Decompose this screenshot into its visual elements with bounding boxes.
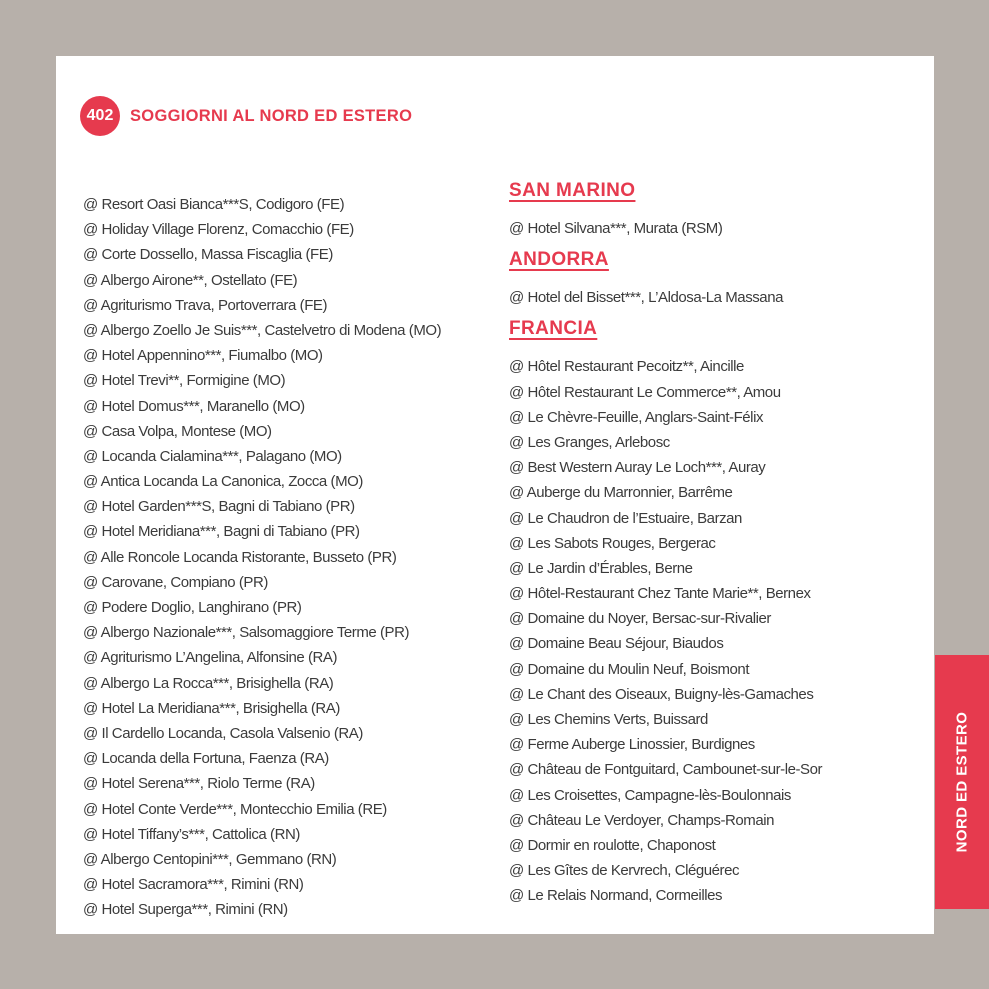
- list-item: @ Hôtel Restaurant Le Commerce**, Amou: [509, 383, 781, 401]
- list-item: @ Hotel Silvana***, Murata (RSM): [509, 220, 723, 237]
- list-item: @ Le Jardin d’Érables, Berne: [509, 559, 693, 577]
- list-item: @ Hotel Garden***S, Bagni di Tabiano (PR): [83, 498, 355, 516]
- list-item: @ Le Chaudron de l’Estuaire, Barzan: [509, 509, 742, 527]
- list-item: @ Hotel La Meridiana***, Brisighella (RA): [83, 699, 340, 717]
- list-item: @ Hôtel-Restaurant Chez Tante Marie**, Bernex: [509, 585, 811, 603]
- list-item: @ Casa Volpa, Montese (MO): [83, 422, 272, 440]
- section-title: SOGGIORNI AL NORD ED ESTERO: [130, 106, 413, 125]
- list-item: @ Les Chemins Verts, Buissard: [509, 711, 708, 728]
- list-item: @ Château de Fontguitard, Cambounet-sur-le-Sor: [509, 761, 823, 779]
- list-item: @ Locanda della Fortuna, Faenza (RA): [83, 750, 329, 768]
- list-item: @ Locanda Cialamina***, Palagano (MO): [83, 447, 342, 465]
- list-item: @ Holiday Village Florenz, Comacchio (FE): [83, 221, 354, 239]
- list-item: @ Auberge du Marronnier, Barrême: [509, 484, 733, 502]
- list-item: @ Hotel Domus***, Maranello (MO): [83, 397, 305, 415]
- list-item: @ Domaine Beau Séjour, Biaudos: [509, 635, 724, 653]
- page-number-badge: 402: [80, 96, 120, 136]
- list-item: @ Hôtel Restaurant Pecoitz**, Aincille: [509, 358, 744, 376]
- list-item: @ Le Chèvre-Feuille, Anglars-Saint-Félix: [509, 408, 763, 426]
- left-column: [83, 192, 493, 922]
- country-heading-francia: FRANCIA: [509, 318, 598, 340]
- list-item: @ Château Le Verdoyer, Champs-Romain: [509, 811, 775, 829]
- list-item: @ Carovane, Compiano (PR): [83, 573, 268, 591]
- list-item: @ Albergo Centopini***, Gemmano (RN): [83, 850, 337, 868]
- list-item: @ Resort Oasi Bianca***S, Codigoro (FE): [83, 196, 345, 213]
- page: [56, 56, 934, 934]
- list-item: @ Le Relais Normand, Cormeilles: [509, 887, 723, 905]
- list-item: @ Hotel Trevi**, Formigine (MO): [83, 372, 286, 390]
- list-item: @ Domaine du Noyer, Bersac-sur-Rivalier: [509, 610, 771, 628]
- list-item: @ Il Cardello Locanda, Casola Valsenio (RA): [83, 724, 363, 742]
- page-header: [80, 96, 412, 136]
- list-item: @ Hotel Sacramora***, Rimini (RN): [83, 876, 304, 894]
- list-item: @ Hotel Conte Verde***, Montecchio Emilia (RE): [83, 800, 387, 818]
- list-item: @ Dormir en roulotte, Chaponost: [509, 836, 716, 854]
- list-item: @ Les Gîtes de Kervrech, Cléguérec: [509, 862, 740, 880]
- list-item: @ Ferme Auberge Linossier, Burdignes: [509, 736, 755, 754]
- side-tab-label: NORD ED ESTERO: [953, 711, 971, 853]
- list-item: @ Les Granges, Arlebosc: [509, 433, 670, 451]
- list-item: @ Les Croisettes, Campagne-lès-Boulonnais: [509, 786, 791, 804]
- list-item: @ Best Western Auray Le Loch***, Auray: [509, 459, 766, 477]
- list-item: @ Albergo Zoello Je Suis***, Castelvetro di Modena (MO): [83, 321, 442, 339]
- list-item: @ Hotel Meridiana***, Bagni di Tabiano (PR): [83, 523, 360, 541]
- list-item: @ Albergo La Rocca***, Brisighella (RA): [83, 674, 334, 692]
- list-item: @ Le Chant des Oiseaux, Buigny-lès-Gamaches: [509, 685, 814, 703]
- country-heading-san-marino: SAN MARINO: [509, 180, 636, 201]
- list-item: @ Podere Doglio, Langhirano (PR): [83, 599, 302, 616]
- right-column: [509, 178, 929, 909]
- list-item: @ Albergo Airone**, Ostellato (FE): [83, 271, 298, 289]
- list-item: @ Agriturismo L’Angelina, Alfonsine (RA): [83, 649, 338, 667]
- list-item: @ Antica Locanda La Canonica, Zocca (MO): [83, 473, 363, 491]
- list-item: @ Corte Dossello, Massa Fiscaglia (FE): [83, 246, 333, 264]
- side-section-tab: [935, 655, 989, 909]
- list-item: @ Hotel Tiffany’s***, Cattolica (RN): [83, 825, 300, 843]
- list-item: @ Alle Roncole Locanda Ristorante, Busseto (PR): [83, 548, 397, 566]
- list-item: @ Domaine du Moulin Neuf, Boismont: [509, 660, 750, 678]
- list-item: @ Agriturismo Trava, Portoverrara (FE): [83, 296, 328, 314]
- list-item: @ Hotel Superga***, Rimini (RN): [83, 901, 288, 919]
- list-item: @ Hotel Appennino***, Fiumalbo (MO): [83, 347, 323, 365]
- list-item: @ Les Sabots Rouges, Bergerac: [509, 534, 716, 552]
- list-item: @ Hotel Serena***, Riolo Terme (RA): [83, 775, 315, 793]
- list-item: @ Hotel del Bisset***, L’Aldosa-La Massana: [509, 289, 783, 307]
- country-heading-andorra: ANDORRA: [509, 249, 609, 271]
- list-item: @ Albergo Nazionale***, Salsomaggiore Terme (PR): [83, 624, 410, 642]
